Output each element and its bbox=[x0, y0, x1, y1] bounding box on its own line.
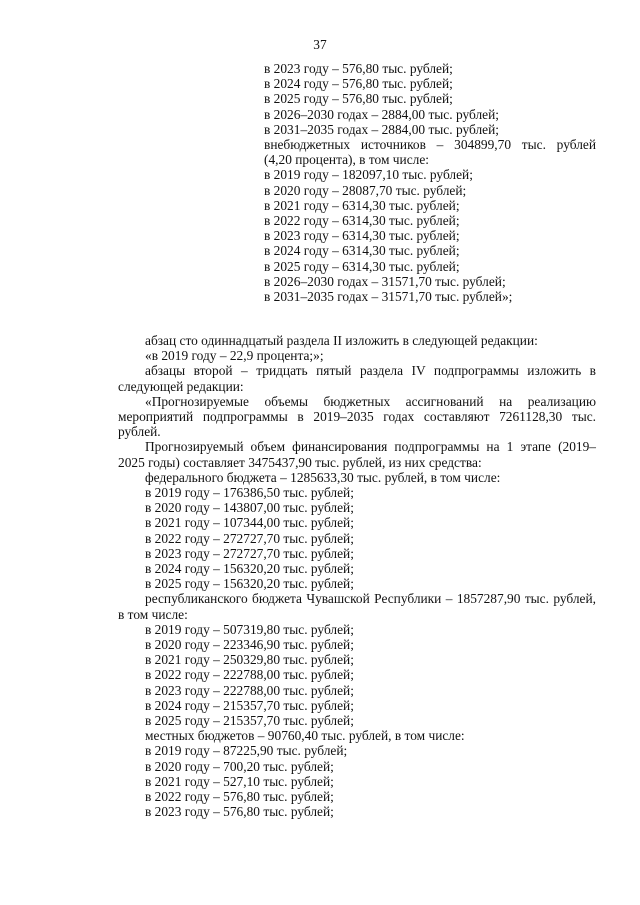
federal-budget-title: федерального бюджета – 1285633,30 тыс. рублей, в том числе: bbox=[145, 469, 501, 485]
federal-line: в 2024 году – 156320,20 тыс. рублей; bbox=[145, 561, 354, 577]
offbudget-sources-line: (4,20 процента), в том числе: bbox=[264, 152, 429, 168]
republic-line: в 2023 году – 222788,00 тыс. рублей; bbox=[145, 682, 354, 698]
local-line: в 2021 году – 527,10 тыс. рублей; bbox=[145, 773, 334, 789]
main-text bbox=[118, 333, 596, 820]
funding-line: в 2024 году – 6314,30 тыс. рублей; bbox=[264, 243, 460, 259]
funding-line: в 2023 году – 6314,30 тыс. рублей; bbox=[264, 228, 460, 244]
federal-line: в 2023 году – 272727,70 тыс. рублей; bbox=[145, 545, 354, 561]
federal-line: в 2021 году – 107344,00 тыс. рублей; bbox=[145, 515, 354, 531]
local-line: в 2019 году – 87225,90 тыс. рублей; bbox=[145, 743, 348, 759]
funding-line: в 2021 году – 6314,30 тыс. рублей; bbox=[264, 197, 460, 213]
federal-line: в 2025 году – 156320,20 тыс. рублей; bbox=[145, 576, 354, 592]
paragraph: «Прогнозируемые объемы бюджетных ассигнований на реализацию мероприятий подпрограммы в 2019–2035 годах составляют 7261128,30 тыс. рублей. bbox=[118, 393, 596, 440]
republic-line: в 2025 году – 215357,70 тыс. рублей; bbox=[145, 713, 354, 729]
republic-line: в 2024 году – 215357,70 тыс. рублей; bbox=[145, 697, 354, 713]
paragraph: абзац сто одиннадцатый раздела II изложить в следующей редакции: bbox=[145, 333, 538, 348]
funding-line: в 2031–2035 годах – 31571,70 тыс. рублей»; bbox=[264, 289, 513, 305]
republic-budget-title: республиканского бюджета Чувашской Республики – 1857287,90 тыс. рублей, в том числе: bbox=[118, 591, 596, 622]
funding-continuation-block bbox=[264, 61, 596, 304]
funding-line: в 2019 году – 182097,10 тыс. рублей; bbox=[264, 167, 473, 183]
offbudget-sources-line: внебюджетных источников – 304899,70 тыс. рублей bbox=[264, 137, 596, 153]
local-line: в 2020 году – 700,20 тыс. рублей; bbox=[145, 758, 334, 774]
paragraph: «в 2019 году – 22,9 процента;»; bbox=[145, 348, 324, 364]
funding-line: в 2025 году – 6314,30 тыс. рублей; bbox=[264, 258, 460, 274]
federal-line: в 2022 году – 272727,70 тыс. рублей; bbox=[145, 530, 354, 546]
federal-line: в 2019 году – 176386,50 тыс. рублей; bbox=[145, 485, 354, 501]
local-line: в 2022 году – 576,80 тыс. рублей; bbox=[145, 789, 334, 805]
federal-line: в 2020 году – 143807,00 тыс. рублей; bbox=[145, 500, 354, 516]
local-line: в 2023 году – 576,80 тыс. рублей; bbox=[145, 804, 334, 820]
paragraph: Прогнозируемый объем финансирования подпрограммы на 1 этапе (2019–2025 годы) составляет 3475437,90 тыс. рублей, из них средства: bbox=[118, 439, 596, 470]
republic-line: в 2019 году – 507319,80 тыс. рублей; bbox=[145, 621, 354, 637]
funding-line: в 2020 году – 28087,70 тыс. рублей; bbox=[264, 182, 467, 198]
funding-line: в 2023 году – 576,80 тыс. рублей; bbox=[264, 61, 453, 76]
funding-line: в 2026–2030 годах – 31571,70 тыс. рублей; bbox=[264, 273, 506, 289]
funding-line: в 2026–2030 годах – 2884,00 тыс. рублей; bbox=[264, 106, 499, 122]
republic-line: в 2022 году – 222788,00 тыс. рублей; bbox=[145, 667, 354, 683]
republic-line: в 2021 году – 250329,80 тыс. рублей; bbox=[145, 652, 354, 668]
funding-line: в 2025 году – 576,80 тыс. рублей; bbox=[264, 91, 453, 107]
republic-line: в 2020 году – 223346,90 тыс. рублей; bbox=[145, 637, 354, 653]
funding-line: в 2031–2035 годах – 2884,00 тыс. рублей; bbox=[264, 121, 499, 137]
local-budget-title: местных бюджетов – 90760,40 тыс. рублей, в том числе: bbox=[145, 728, 465, 744]
page-number: 37 bbox=[313, 37, 327, 52]
funding-line: в 2022 году – 6314,30 тыс. рублей; bbox=[264, 213, 460, 229]
funding-line: в 2024 году – 576,80 тыс. рублей; bbox=[264, 76, 453, 92]
paragraph: абзацы второй – тридцать пятый раздела IV подпрограммы изложить в следующей редакции: bbox=[118, 363, 596, 394]
